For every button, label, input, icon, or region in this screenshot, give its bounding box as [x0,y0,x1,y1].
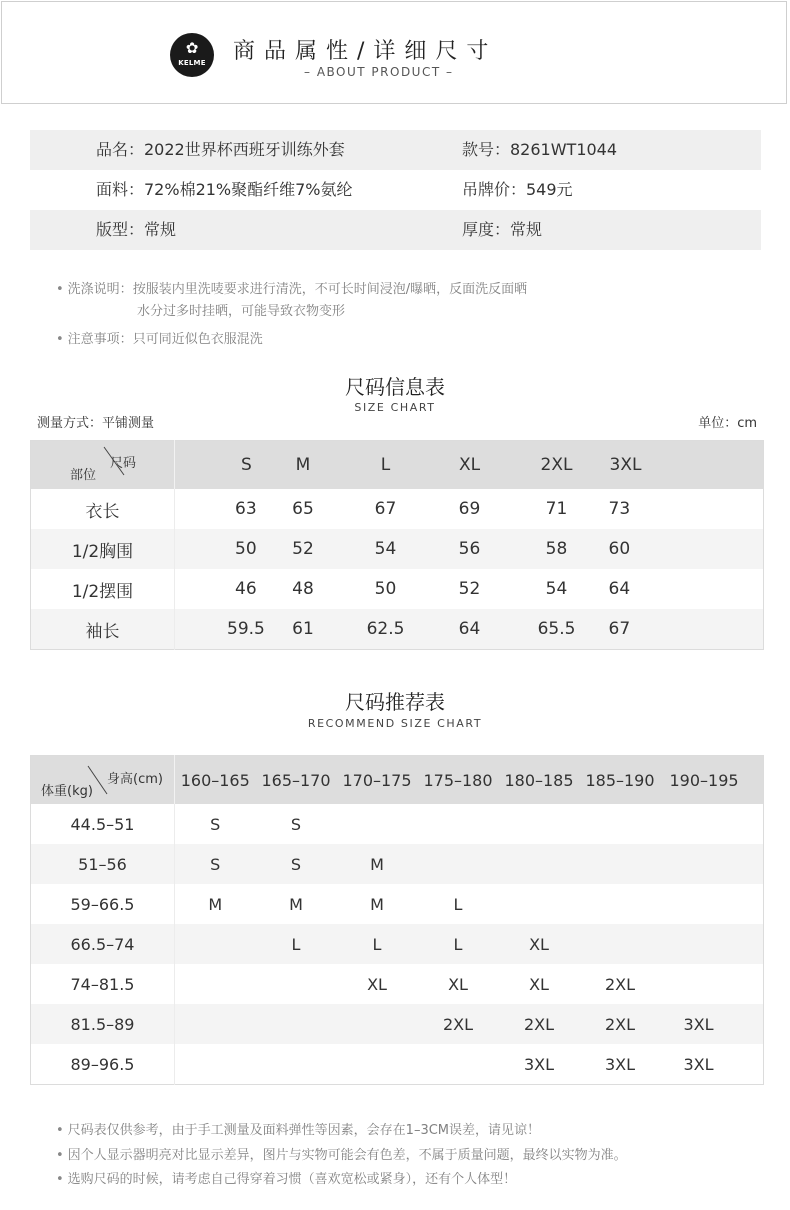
table-cell: M [370,894,384,914]
height-header: 175–180 [418,756,499,805]
part-name: 袖长 [31,609,175,650]
table-cell [580,924,661,964]
table-cell: L [256,924,337,964]
table-cell [418,844,499,884]
size-chart-title: 尺码信息表 [345,375,445,399]
table-cell [661,964,764,1004]
brand-logo [170,33,214,77]
table-row [31,569,764,609]
size-header: L [346,441,426,490]
height-header: 185–190 [580,756,661,805]
size-header: XL [426,441,514,490]
table-cell: L [337,924,418,964]
table-row [31,884,764,924]
table-cell: M [208,894,223,914]
part-name: 1/2胸围 [31,529,175,569]
table-cell [661,924,764,964]
table-row [31,1004,764,1044]
height-header: 170–175 [337,756,418,805]
table-cell: 71 [545,499,568,519]
table-cell: L [418,924,499,964]
recommend-table [30,755,764,1085]
table-cell: 46 [235,579,257,599]
part-name: 衣长 [31,489,175,529]
table-cell: 64 [426,609,514,650]
table-cell [337,804,418,844]
table-row [31,1044,764,1085]
weight-range: 66.5–74 [31,924,175,964]
recommend-chart-subtitle: RECOMMEND SIZE CHART [307,717,483,730]
paw-icon: ✿ [185,39,199,57]
weight-range: 89–96.5 [31,1044,175,1085]
table-row [31,804,764,844]
table-cell [499,804,580,844]
attribute-left: 版型：常规 [96,220,177,239]
footer-note-text: 选购尺码的时候，请考虑自己得穿着习惯（喜欢宽松或紧身），还有个人体型！ [67,1172,517,1187]
table-cell [661,884,764,924]
table-cell [418,804,499,844]
table-cell: 2XL [418,1004,499,1044]
caution-label: 注意事项： [67,332,133,347]
table-cell: 2XL [499,1004,580,1044]
caution-text: 只可同近似色衣服混洗 [132,332,263,347]
table-cell: 52 [458,579,481,599]
table-cell: S [175,844,256,884]
attribute-row [30,170,761,210]
table-cell: 65.5 [514,609,600,650]
table-cell: XL [529,974,549,994]
table-cell: S [290,814,302,834]
footer-note-text: 尺码表仅供参考，由于手工测量及面料弹性等因素，会存在1–3CM误差，请见谅！ [67,1123,541,1138]
table-row [31,924,764,964]
corner-height-label: 身高(cm) [107,772,163,787]
table-cell: S [256,844,337,884]
bullet-icon: • [56,1148,64,1163]
table-cell: 69 [458,499,481,519]
table-cell: 58 [514,529,600,569]
weight-range: 74–81.5 [31,964,175,1004]
table-cell: L [453,894,463,914]
table-cell [256,1044,337,1085]
table-cell [661,844,764,884]
footer-note [56,1147,627,1165]
weight-range: 51–56 [31,844,175,884]
height-header: 160–165 [175,756,256,805]
table-cell [256,964,337,1004]
table-row [31,489,764,529]
attribute-left: 面料：72%棉21%聚酯纤维7%氨纶 [96,180,353,199]
attribute-right: 厚度：常规 [462,220,543,239]
measure-method: 测量方式：平铺测量 [37,416,155,431]
table-cell: 52 [261,529,346,569]
bullet-icon: • [56,282,64,297]
attribute-right: 款号：8261WT1044 [462,140,618,159]
logo-text: KELME [178,59,206,67]
height-header: 190–195 [661,756,764,805]
table-cell: 2XL [604,974,636,994]
table-cell [580,844,661,884]
page-title: 商品属性/详细尺寸 [233,39,498,64]
table-cell: 63 [235,499,257,519]
size-header: S [175,441,261,490]
size-header: 3XL [600,441,764,490]
table-cell: 2XL [580,1004,661,1044]
page-subtitle: – ABOUT PRODUCT – [304,65,454,79]
table-cell: M [289,894,303,914]
unit-label: 单位：cm [698,416,757,431]
table-cell [256,1004,337,1044]
table-cell: 48 [292,579,314,599]
size-chart-table [30,440,764,650]
wash-label: 洗涤说明： [67,282,133,297]
table-cell: 50 [374,579,397,599]
table-cell: 3XL [523,1054,555,1074]
table-cell: XL [499,924,580,964]
weight-range: 59–66.5 [31,884,175,924]
table-row [31,964,764,1004]
size-chart-subtitle: SIZE CHART [354,401,436,414]
table-cell [175,1044,256,1085]
table-cell: 65 [292,499,314,519]
table-cell [499,844,580,884]
table-cell: 67 [600,609,764,650]
table-cell: 54 [545,579,568,599]
attribute-row [30,130,761,170]
table-row [31,609,764,650]
corner-size-label: 尺码 [110,456,137,471]
recommend-chart-title: 尺码推荐表 [345,690,445,714]
table-cell: 60 [600,529,764,569]
table-cell: 61 [261,609,346,650]
weight-range: 81.5–89 [31,1004,175,1044]
table-cell: M [337,844,418,884]
height-header-row [31,756,764,805]
table-cell: 73 [608,499,631,519]
height-header: 180–185 [499,756,580,805]
table-cell: 64 [608,579,631,599]
table-cell [337,1004,418,1044]
table-cell: 62.5 [346,609,426,650]
bullet-icon: • [56,1123,64,1138]
corner-part-label: 部位 [70,468,97,483]
table-row [31,844,764,884]
table-cell: 3XL [604,1054,636,1074]
weight-range: 44.5–51 [31,804,175,844]
table-row [31,529,764,569]
table-cell [175,964,256,1004]
footer-note-text: 因个人显示器明亮对比显示差异，图片与实物可能会有色差，不属于质量问题，最终以实物为准。 [67,1148,627,1163]
table-cell: 3XL [683,1054,714,1074]
size-corner-cell [31,441,175,490]
table-cell: XL [367,974,387,994]
wash-text: 按服装内里洗唛要求进行清洗，不可长时间浸泡/曝晒，反面洗反面晒 [132,282,528,297]
table-cell: 3XL [661,1004,764,1044]
corner-weight-label: 体重(kg) [41,784,93,799]
part-name: 1/2摆围 [31,569,175,609]
table-cell: 59.5 [175,609,261,650]
table-cell: 67 [374,499,397,519]
table-cell [499,884,580,924]
attribute-left: 品名：2022世界杯西班牙训练外套 [96,140,345,159]
bullet-icon: • [56,332,64,347]
footer-note [56,1122,540,1140]
size-header: 2XL [514,441,600,490]
table-cell: 54 [346,529,426,569]
table-cell [661,804,764,844]
table-cell: 56 [426,529,514,569]
table-cell [175,1004,256,1044]
table-cell [580,884,661,924]
wash-note-continued: 水分过多时挂晒，可能导致衣物变形 [137,304,346,319]
table-cell [418,1044,499,1085]
diagonal-divider [31,441,175,489]
height-header: 165–170 [256,756,337,805]
table-cell: 50 [175,529,261,569]
size-header-row [31,441,764,490]
wash-note [56,281,527,299]
table-cell: S [210,814,221,834]
table-cell [337,1044,418,1085]
recommend-corner-cell [31,756,175,805]
bullet-icon: • [56,1172,64,1187]
table-cell [175,924,256,964]
table-cell: XL [448,974,468,994]
attribute-row [30,210,761,250]
footer-note [56,1171,516,1189]
attribute-right: 吊牌价：549元 [462,180,573,199]
size-header: M [261,441,346,490]
caution-note [56,331,263,349]
table-cell [580,804,661,844]
